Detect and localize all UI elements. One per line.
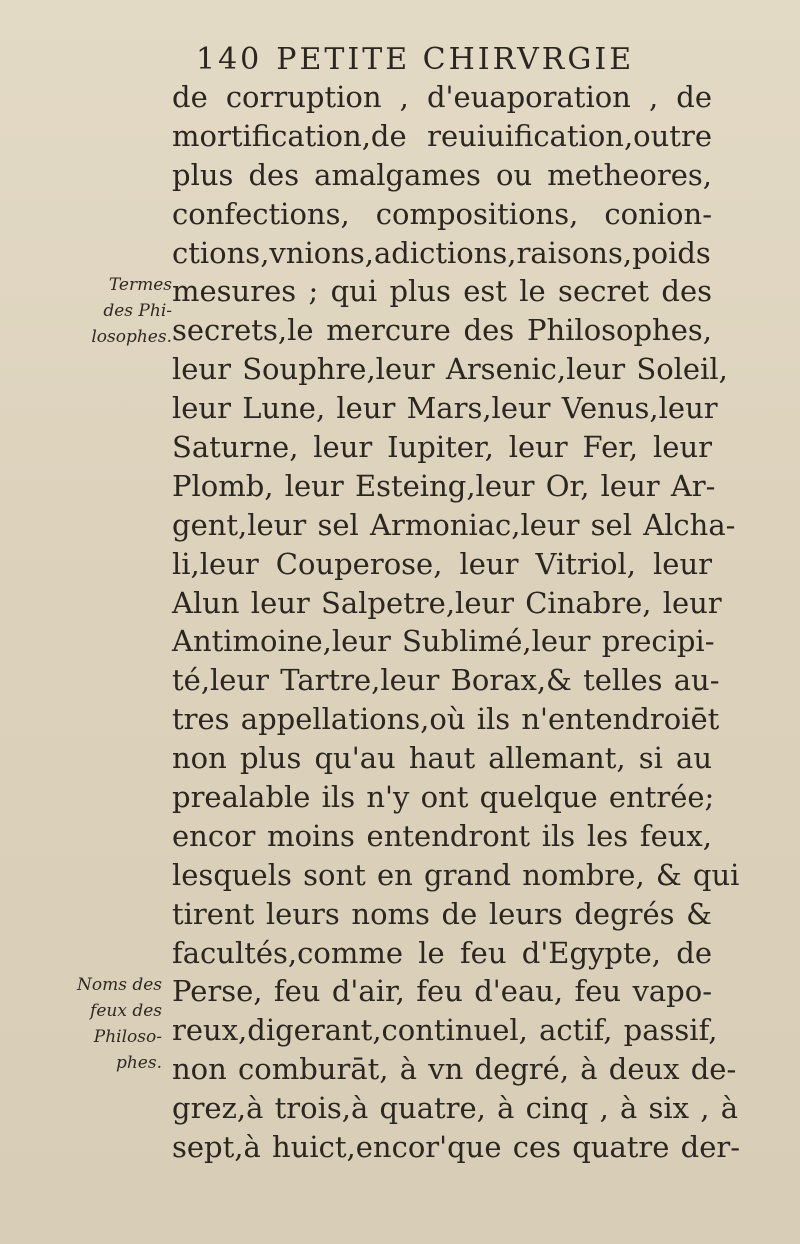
- text-line: ctions,vnions,adictions,raisons,poids: [172, 235, 711, 270]
- text-line: Saturne, leur Iupiter, leur Fer, leur: [172, 430, 712, 465]
- text-line: leur Souphre,leur Arsenic,leur Soleil,: [172, 352, 728, 387]
- text-line: tres appellations,où ils n'entendroiēt: [172, 702, 720, 737]
- margin-note-termes: [46, 272, 172, 350]
- text-line: sept,à huict,encor'que ces quatre der-: [172, 1130, 741, 1165]
- body-text: [172, 78, 741, 1167]
- text-line: té,leur Tartre,leur Borax,& telles au-: [172, 663, 720, 698]
- text-line: non plus qu'au haut allemant, si au: [172, 741, 712, 776]
- text-line: mesures ; qui plus est le secret des: [172, 274, 712, 309]
- text-line: secrets,le mercure des Philosophes,: [172, 313, 712, 348]
- running-header: [196, 42, 634, 77]
- text-line: gent,leur sel Armoniac,leur sel Alcha-: [172, 507, 736, 542]
- margin-note-line: Termes: [108, 275, 172, 295]
- page-number: 140: [196, 42, 263, 77]
- margin-note-line: Noms des: [76, 975, 162, 995]
- text-line: li,leur Couperose, leur Vitriol, leur: [172, 546, 712, 581]
- margin-note-line: Philoso-: [93, 1027, 162, 1047]
- margin-note-line: losophes.: [91, 327, 172, 347]
- text-line: Antimoine,leur Sublimé,leur precipi-: [172, 624, 715, 659]
- text-line: de corruption , d'euaporation , de: [172, 80, 712, 114]
- text-line: tirent leurs noms de leurs degrés &: [172, 896, 712, 931]
- text-line: Plomb, leur Esteing,leur Or, leur Ar-: [172, 468, 716, 503]
- text-line: grez,à trois,à quatre, à cinq , à six , à: [172, 1091, 738, 1126]
- text-line: reux,digerant,continuel, actif, passif,: [172, 1013, 718, 1048]
- text-line: encor moins entendront ils les feux,: [172, 818, 712, 853]
- text-line: facultés,comme le feu d'Egypte, de: [172, 935, 712, 970]
- text-line: plus des amalgames ou metheores,: [172, 157, 712, 192]
- text-line: lesquels sont en grand nombre, & qui: [172, 857, 740, 892]
- text-line: Alun leur Salpetre,leur Cinabre, leur: [172, 585, 722, 620]
- margin-note-line: des Phi-: [103, 301, 172, 321]
- text-line: leur Lune, leur Mars,leur Venus,leur: [172, 391, 718, 426]
- running-title: PETITE CHIRVRGIE: [276, 42, 635, 77]
- text-line: non comburāt, à vn degré, à deux de-: [172, 1052, 737, 1087]
- text-line: prealable ils n'y ont quelque entrée;: [172, 780, 715, 815]
- margin-note-line: phes.: [115, 1053, 162, 1073]
- margin-note-noms: [30, 972, 162, 1076]
- text-line: mortification,de reuiuification,outre: [172, 118, 712, 153]
- text-line: confections, compositions, conion-: [172, 196, 712, 231]
- margin-note-line: feux des: [90, 1001, 162, 1021]
- text-line: Perse, feu d'air, feu d'eau, feu vapo-: [172, 974, 712, 1009]
